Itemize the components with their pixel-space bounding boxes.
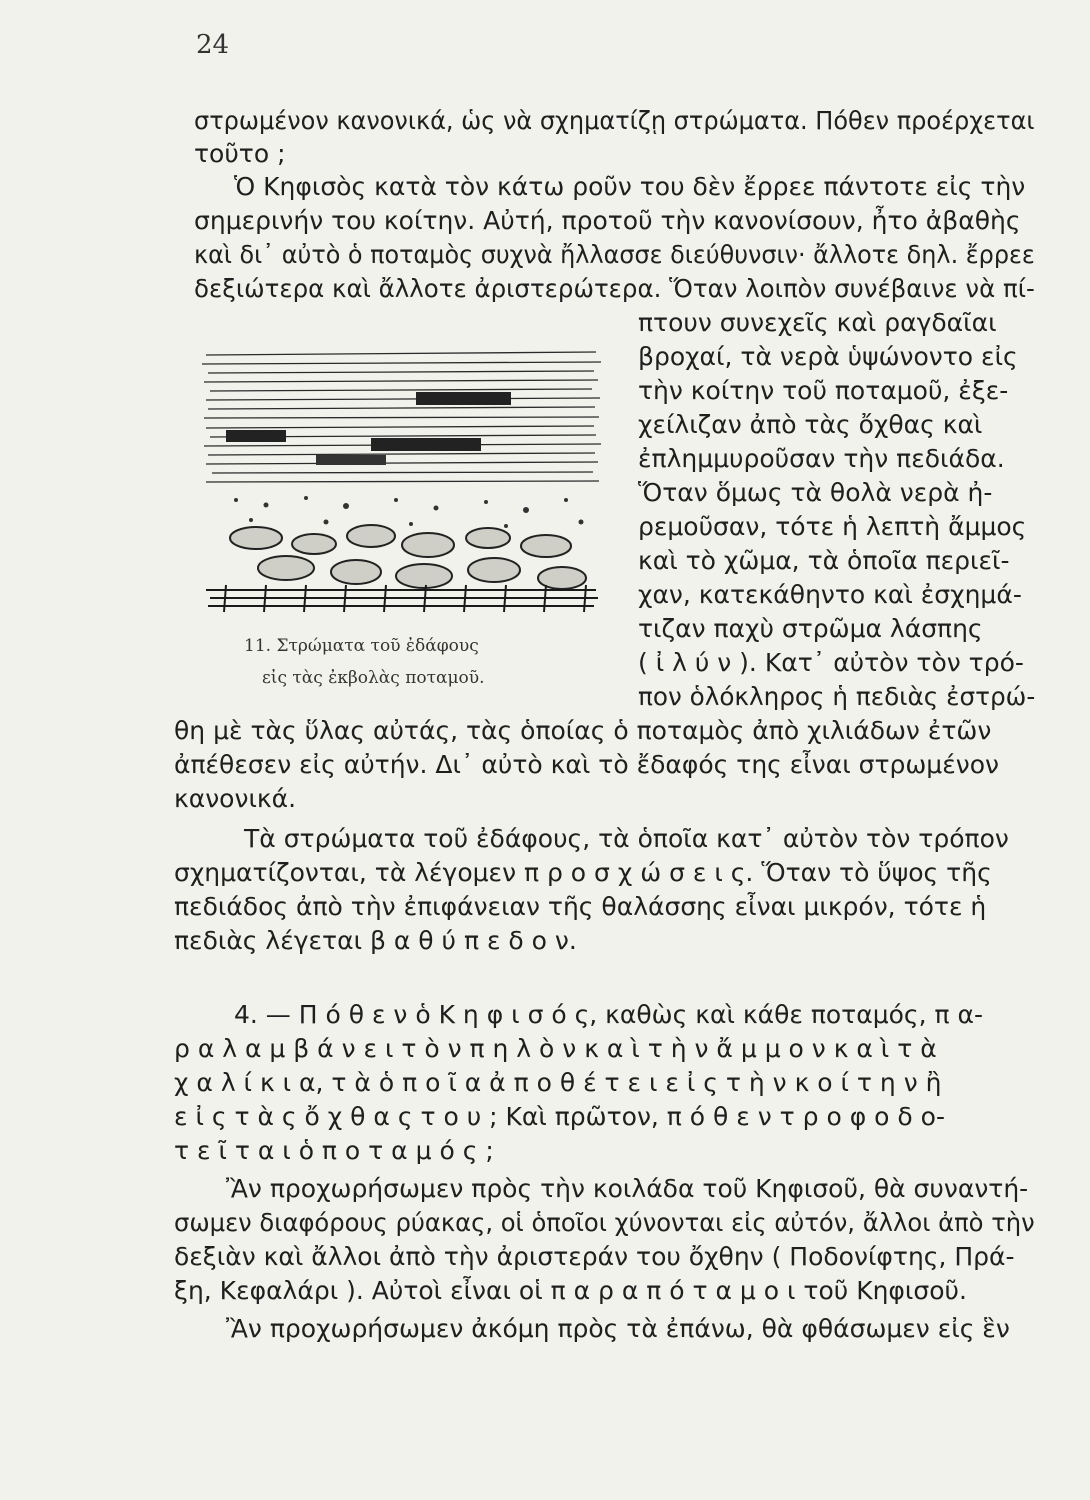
fossil-bone [371, 438, 481, 451]
text-line: τιζαν παχὺ στρῶμα λάσπης [638, 614, 983, 643]
page-number: 24 [196, 30, 230, 60]
text-line: ( ἰ λ ύ ν ). Κατ᾿ αὐτὸν τὸν τρό- [638, 648, 1024, 677]
text-line: Ὅταν ὅμως τὰ θολὰ νερὰ ἠ- [638, 478, 993, 507]
text-line: Ὁ Κηφισὸς κατὰ τὸν κάτω ροῦν του δὲν ἔρρεε πάντοτε εἰς τὴν [234, 172, 1026, 201]
text-line: 4. — Π ό θ ε ν ὁ Κ η φ ι σ ό ς, καθὼς καὶ κάθε ποταμός, π α- [234, 1000, 983, 1029]
fossil-bone [226, 430, 286, 442]
text-line: χαν, κατεκάθηντο καὶ ἐσχημά- [638, 580, 1022, 609]
text-line: σχηματίζονται, τὰ λέγομεν π ρ ο σ χ ώ σ ε ι ς. Ὅταν τὸ ὕψος τῆς [174, 858, 992, 887]
text-line: ρ α λ α μ β ά ν ε ι τ ὸ ν π η λ ὸ ν κ α ὶ τ ὴ ν ἄ μ μ ο ν κ α ὶ τ ὰ [174, 1034, 937, 1063]
text-line: Ἂν προχωρήσωμεν πρὸς τὴν κοιλάδα τοῦ Κηφισοῦ, θὰ συναντή- [226, 1174, 1029, 1203]
text-line: χ α λ ί κ ι α, τ ὰ ὁ π ο ῖ α ἀ π ο θ έ τ ε ι ε ἰ ς τ ὴ ν κ ο ί τ η ν ἢ [174, 1068, 942, 1097]
text-line: πεδιὰς λέγεται β α θ ύ π ε δ ο ν. [174, 926, 577, 955]
figure-caption: 11. Στρώματα τοῦ ἐδάφους [244, 636, 479, 656]
text-line: χείλιζαν ἀπὸ τὰς ὄχθας καὶ [638, 410, 983, 439]
fossil-bone [316, 455, 386, 465]
text-line: ἐπλημμυροῦσαν τὴν πεδιάδα. [638, 444, 1005, 473]
text-line: θη μὲ τὰς ὕλας αὐτάς, τὰς ὁποίας ὁ ποταμὸς ἀπὸ χιλιάδων ἐτῶν [174, 716, 992, 745]
text-line: ἀπέθεσεν εἰς αὐτήν. Δι᾿ αὐτὸ καὶ τὸ ἔδαφός της εἶναι στρωμένον [174, 750, 999, 779]
text-line: ξη, Κεφαλάρι ). Αὐτοὶ εἶναι οἱ π α ρ α π ό τ α μ ο ι τοῦ Κηφισοῦ. [174, 1276, 967, 1305]
text-line: τ ε ῖ τ α ι ὁ π ο τ α μ ό ς ; [174, 1136, 494, 1165]
text-line: τὴν κοίτην τοῦ ποταμοῦ, ἐξε- [638, 376, 1009, 405]
text-line: τοῦτο ; [194, 139, 286, 168]
text-line: ε ἰ ς τ ὰ ς ὄ χ θ α ς τ ο υ ; Καὶ πρῶτον, π ό θ ε ν τ ρ ο φ ο δ ο- [174, 1102, 945, 1131]
soil-layers-figure [196, 340, 614, 615]
fossil-bone [416, 392, 511, 405]
text-line: σημερινήν του κοίτην. Αὐτή, προτοῦ τὴν κανονίσουν, ἦτο ἀβαθὴς [194, 206, 1021, 235]
text-line: Ἂν προχωρήσωμεν ἀκόμη πρὸς τὰ ἐπάνω, θὰ φθάσωμεν εἰς ἓν [226, 1314, 1010, 1343]
text-line: κανονικά. [174, 784, 297, 813]
text-line: καὶ τὸ χῶμα, τὰ ὁποῖα περιεῖ- [638, 546, 1010, 575]
text-line: πον ὁλόκληρος ἡ πεδιὰς ἐστρώ- [638, 682, 1036, 711]
text-line: δεξιὰν καὶ ἄλλοι ἀπὸ τὴν ἀριστεράν του ὄχθην ( Ποδονίφτης, Πρά- [174, 1242, 1015, 1271]
text-line: ρεμοῦσαν, τότε ἡ λεπτὴ ἄμμος [638, 512, 1027, 541]
text-line: σωμεν διαφόρους ρύακας, οἱ ὁποῖοι χύνονται εἰς αὐτόν, ἄλλοι ἀπὸ τὴν [174, 1208, 1035, 1237]
text-line: δεξιώτερα καὶ ἄλλοτε ἀριστερώτερα. Ὅταν λοιπὸν συνέβαινε νὰ πί- [194, 274, 1035, 303]
figure-caption: εἰς τὰς ἐκβολὰς ποταμοῦ. [262, 668, 485, 688]
text-line: καὶ δι᾿ αὐτὸ ὁ ποταμὸς συχνὰ ἤλλασσε διεύθυνσιν· ἄλλοτε δηλ. ἔρρεε [194, 240, 1035, 269]
text-line: βροχαί, τὰ νερὰ ὑψώνοντο εἰς [638, 342, 1018, 371]
text-line: Τὰ στρώματα τοῦ ἐδάφους, τὰ ὁποῖα κατ᾿ αὐτὸν τὸν τρόπον [244, 824, 1009, 853]
text-line: πτουν συνεχεῖς καὶ ραγδαῖαι [638, 308, 997, 337]
text-line: πεδιάδος ἀπὸ τὴν ἐπιφάνειαν τῆς θαλάσσης εἶναι μικρόν, τότε ἡ [174, 892, 987, 921]
text-line: στρωμένον κανονικά, ὡς νὰ σχηματίζῃ στρώματα. Πόθεν προέρχεται [194, 106, 1035, 135]
